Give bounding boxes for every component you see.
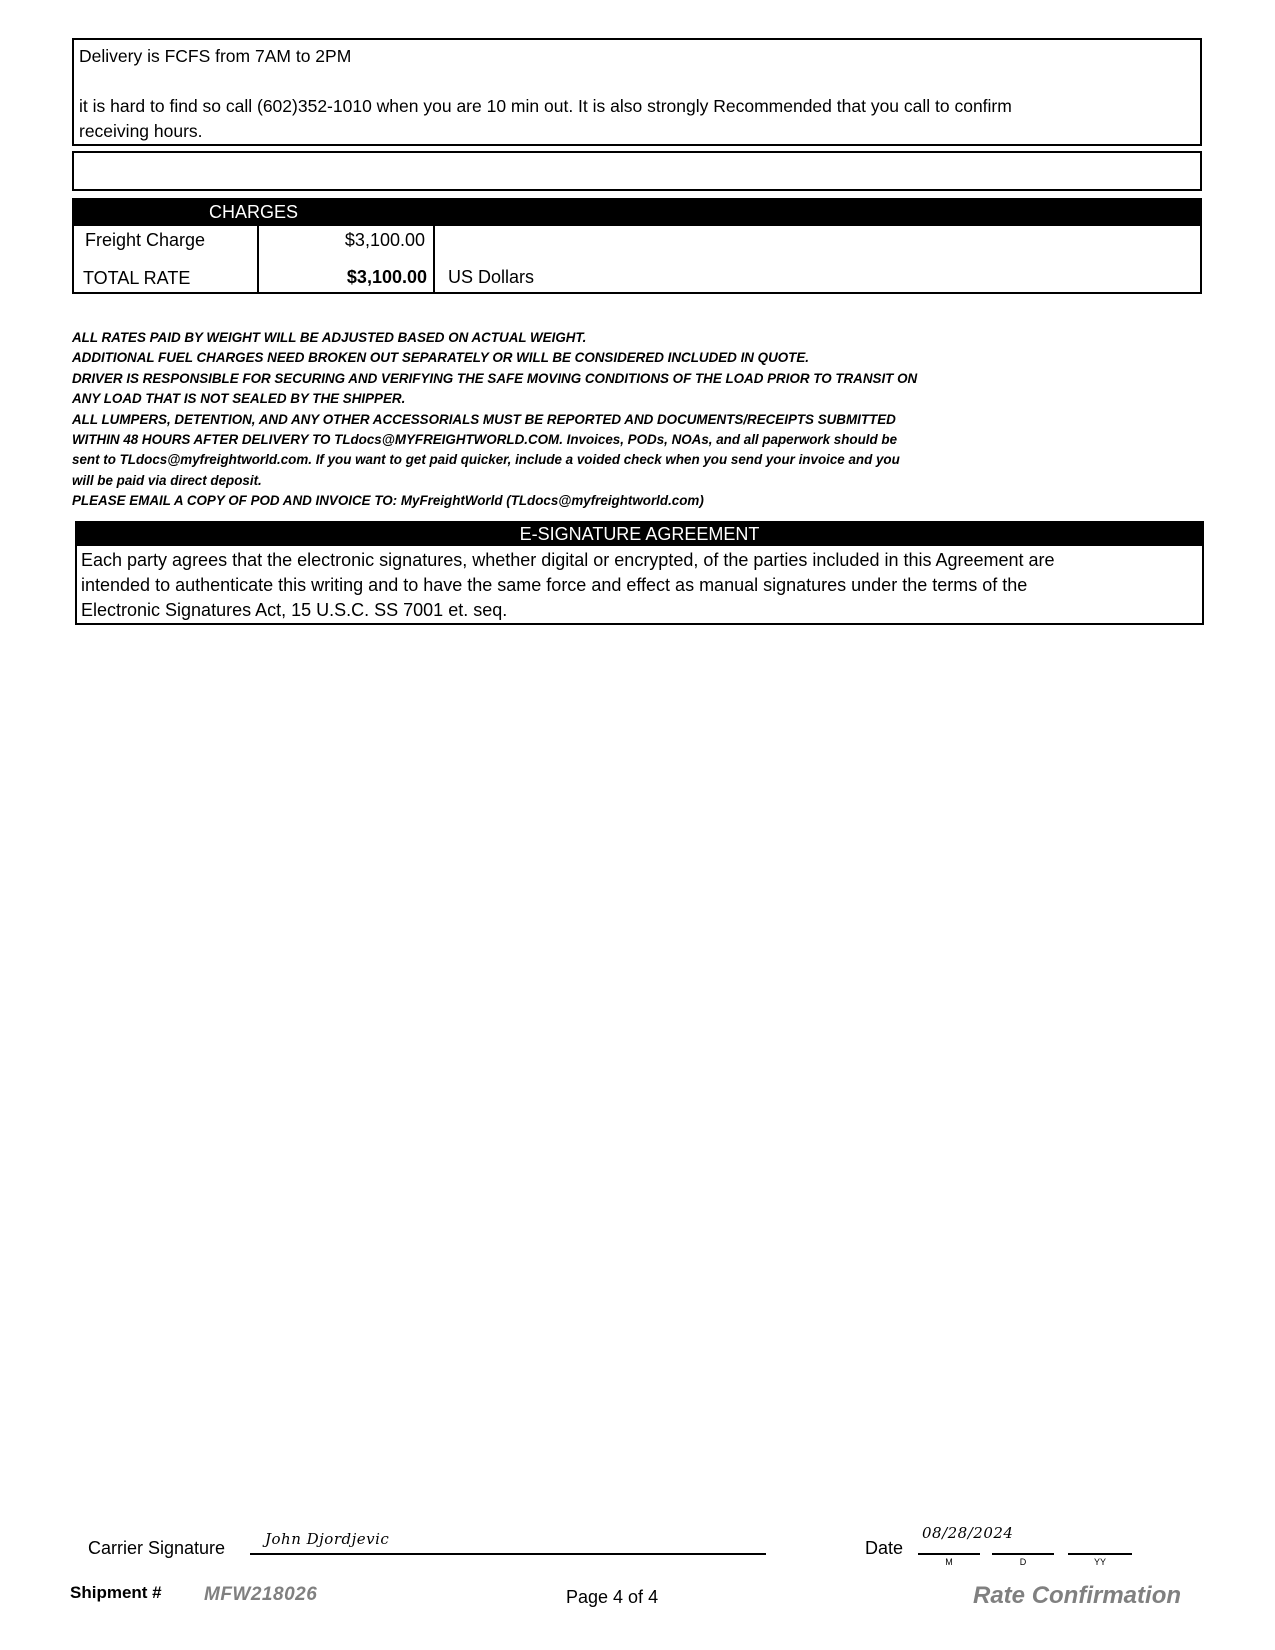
- terms-line: DRIVER IS RESPONSIBLE FOR SECURING AND VERIFYING THE SAFE MOVING CONDITIONS OF THE LOAD PRIOR TO TRANSIT ON: [72, 370, 918, 386]
- carrier-signature-label: Carrier Signature: [88, 1538, 226, 1558]
- carrier-signature: John Djordjevic: [265, 1530, 390, 1548]
- esignature-line-1: Each party agrees that the electronic signatures, whether digital or encrypted, of the parties included in this Agreement are: [81, 550, 1055, 570]
- delivery-notes-box: [72, 38, 1202, 146]
- terms-block: [72, 328, 1032, 512]
- shipment-number: MFW218026: [204, 1584, 318, 1605]
- date-month-caption: M: [945, 1557, 953, 1567]
- total-rate-label: TOTAL RATE: [83, 268, 191, 288]
- date-year-line: [1068, 1553, 1132, 1555]
- empty-notes-box: [72, 151, 1202, 191]
- document-title: Rate Confirmation: [973, 1582, 1182, 1609]
- terms-line: sent to TLdocs@myfreightworld.com. If you want to get paid quicker, include a voided check when you send your invoice and you: [72, 452, 900, 468]
- freight-charge-label: Freight Charge: [85, 230, 206, 250]
- shipment-label: Shipment #: [70, 1583, 162, 1602]
- notes-line-2: it is hard to find so call (602)352-1010 when you are 10 min out. It is also strongly Recommended that you call to confirm: [79, 96, 1012, 116]
- total-rate-amount: $3,100.00: [346, 267, 427, 287]
- currency-label: US Dollars: [448, 267, 535, 287]
- terms-line: WITHIN 48 HOURS AFTER DELIVERY TO TLdocs@MYFREIGHTWORLD.COM. Invoices, PODs, NOAs, and all paperwork should be: [72, 432, 898, 448]
- charges-title: CHARGES: [209, 202, 299, 222]
- esignature-text: [81, 548, 1198, 623]
- signature-date: 08/28/2024: [922, 1524, 1014, 1542]
- terms-line: ANY LOAD THAT IS NOT SEALED BY THE SHIPPER.: [72, 391, 406, 407]
- date-label: Date: [865, 1538, 904, 1558]
- signature-line: [250, 1553, 766, 1555]
- freight-charge-amount: $3,100.00: [344, 230, 425, 250]
- esignature-title: E-SIGNATURE AGREEMENT: [77, 523, 1202, 546]
- notes-line-1: Delivery is FCFS from 7AM to 2PM: [79, 46, 352, 66]
- page-number: Page 4 of 4: [566, 1587, 659, 1607]
- esignature-line-2: intended to authenticate this writing and to have the same force and effect as manual signatures under the terms of the: [81, 575, 1028, 595]
- date-day-line: [992, 1553, 1054, 1555]
- charges-header: [74, 200, 1200, 226]
- terms-line: ADDITIONAL FUEL CHARGES NEED BROKEN OUT SEPARATELY OR WILL BE CONSIDERED INCLUDED IN QUOTE.: [72, 350, 810, 366]
- notes-line-3: receiving hours.: [79, 121, 203, 141]
- terms-line: ALL RATES PAID BY WEIGHT WILL BE ADJUSTED BASED ON ACTUAL WEIGHT.: [72, 330, 587, 345]
- terms-line: PLEASE EMAIL A COPY OF POD AND INVOICE TO: MyFreightWorld (TLdocs@myfreightworld.com): [72, 493, 704, 509]
- esignature-line-3: Electronic Signatures Act, 15 U.S.C. SS 7001 et. seq.: [81, 600, 508, 620]
- date-month-line: [918, 1553, 980, 1555]
- charges-table: [72, 198, 1202, 294]
- terms-line: will be paid via direct deposit.: [72, 472, 262, 488]
- esignature-agreement-box: [75, 521, 1204, 625]
- date-year-caption: YY: [1093, 1557, 1106, 1567]
- terms-line: ALL LUMPERS, DETENTION, AND ANY OTHER ACCESSORIALS MUST BE REPORTED AND DOCUMENTS/RECEIPTS SUBMITTED: [72, 411, 896, 427]
- date-day-caption: D: [1019, 1557, 1027, 1567]
